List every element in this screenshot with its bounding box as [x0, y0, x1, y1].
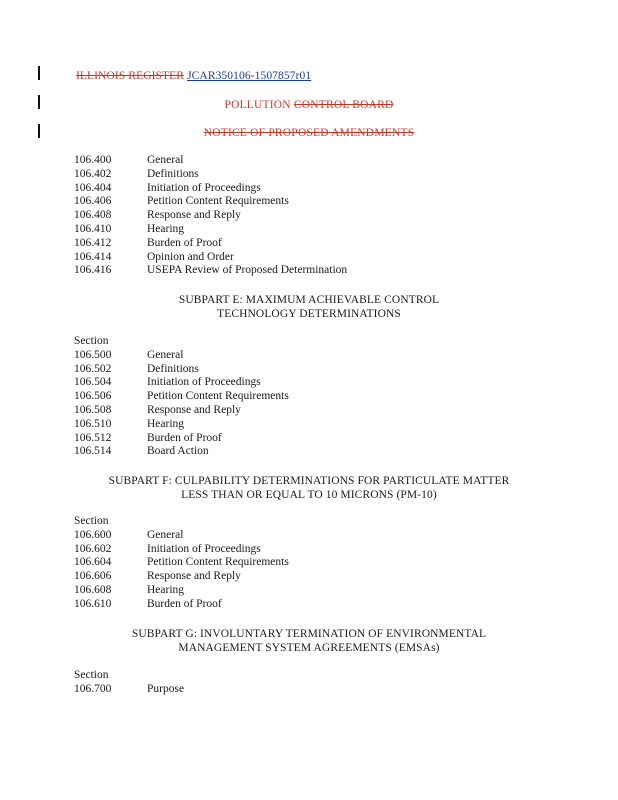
section-number: 106.404 — [74, 181, 112, 194]
subpart-f-heading — [0, 474, 618, 502]
register-title-struck: ILLINOIS REGISTER — [76, 70, 185, 82]
section-title: Burden of Proof — [147, 597, 222, 610]
section-title: Response and Reply — [147, 570, 241, 583]
subpart-e-heading — [0, 293, 618, 321]
toc-row — [74, 418, 289, 432]
section-number: 106.402 — [74, 167, 112, 180]
section-title: Hearing — [147, 222, 185, 235]
toc-row — [74, 237, 347, 251]
subpart-f-section-list — [74, 515, 289, 612]
toc-row — [74, 195, 347, 209]
section-number: 106.416 — [74, 264, 112, 277]
section-number: 106.604 — [74, 556, 112, 569]
subpart-e-section-list — [74, 335, 289, 459]
section-title: Burden of Proof — [147, 431, 222, 444]
section-title: Hearing — [147, 417, 185, 430]
section-number: 106.514 — [74, 445, 112, 458]
section-number: 106.508 — [74, 403, 112, 416]
section-title: USEPA Review of Proposed Determination — [147, 264, 348, 277]
change-bar — [38, 66, 40, 80]
section-title: General — [147, 348, 184, 361]
toc-row — [74, 529, 289, 543]
toc-row — [74, 264, 347, 278]
section-title: Board Action — [147, 445, 209, 458]
section-number: 106.500 — [74, 348, 112, 361]
section-number: 106.504 — [74, 376, 112, 389]
toc-row — [74, 556, 289, 570]
section-label: Section — [74, 335, 109, 347]
section-number: 106.608 — [74, 583, 112, 596]
subpart-d-section-list — [74, 154, 347, 278]
section-number: 106.510 — [74, 417, 112, 430]
toc-row — [74, 182, 347, 196]
section-title: Burden of Proof — [147, 236, 222, 249]
board-heading — [0, 99, 618, 111]
section-title: Petition Content Requirements — [147, 390, 289, 403]
toc-row — [74, 154, 347, 168]
toc-row — [74, 404, 289, 418]
section-label: Section — [74, 669, 109, 681]
toc-row — [74, 445, 289, 459]
section-title: Response and Reply — [147, 209, 241, 222]
toc-row — [74, 584, 289, 598]
toc-row — [74, 432, 289, 446]
section-title: Petition Content Requirements — [147, 556, 289, 569]
section-label: Section — [74, 515, 109, 527]
section-number: 106.600 — [74, 528, 112, 541]
section-title: Initiation of Proceedings — [147, 376, 261, 389]
toc-row — [74, 251, 347, 265]
toc-row — [74, 168, 347, 182]
section-number: 106.410 — [74, 222, 112, 235]
section-title: Initiation of Proceedings — [147, 181, 261, 194]
section-title: Petition Content Requirements — [147, 195, 289, 208]
section-title: Purpose — [147, 682, 185, 695]
jcar-code-inserted: JCAR350106-1507857r01 — [187, 70, 312, 82]
toc-row — [74, 223, 347, 237]
board-heading-text: POLLUTION — [224, 99, 291, 111]
section-title: Definitions — [147, 362, 199, 375]
subpart-f-heading-line2: LESS THAN OR EQUAL TO 10 MICRONS (PM-10) — [181, 489, 437, 501]
toc-row — [74, 543, 289, 557]
section-number: 106.602 — [74, 542, 112, 555]
toc-row — [74, 390, 289, 404]
toc-row — [74, 376, 289, 390]
section-number: 106.506 — [74, 390, 112, 403]
section-title: Initiation of Proceedings — [147, 542, 261, 555]
toc-row — [74, 598, 289, 612]
toc-row — [74, 570, 289, 584]
subpart-g-heading-line1: SUBPART G: INVOLUNTARY TERMINATION OF ENVIRONMENTAL — [131, 628, 487, 640]
section-number: 106.412 — [74, 236, 112, 249]
toc-row — [74, 209, 347, 223]
notice-heading-struck: NOTICE OF PROPOSED AMENDMENTS — [203, 127, 415, 139]
subpart-e-heading-line2: TECHNOLOGY DETERMINATIONS — [217, 308, 401, 320]
toc-row — [74, 363, 289, 377]
section-title: General — [147, 154, 184, 166]
section-number: 106.502 — [74, 362, 112, 375]
section-number: 106.414 — [74, 250, 112, 263]
subpart-g-section-list — [74, 669, 184, 697]
toc-row — [74, 349, 289, 363]
notice-heading — [0, 127, 618, 139]
section-number: 106.408 — [74, 209, 112, 222]
section-title: Definitions — [147, 167, 199, 180]
register-header — [76, 70, 311, 82]
section-title: Response and Reply — [147, 403, 241, 416]
section-title: Hearing — [147, 583, 185, 596]
section-title: Opinion and Order — [147, 250, 234, 263]
subpart-f-heading-line1: SUBPART F: CULPABILITY DETERMINATIONS FOR PARTICULATE MATTER — [108, 475, 510, 487]
section-number: 106.512 — [74, 431, 112, 444]
section-number: 106.610 — [74, 597, 112, 610]
toc-row — [74, 683, 184, 697]
section-number: 106.700 — [74, 682, 112, 695]
subpart-g-heading — [0, 627, 618, 655]
section-number: 106.406 — [74, 195, 112, 208]
section-number: 106.400 — [74, 154, 112, 166]
section-title: General — [147, 528, 184, 541]
board-heading-struck: CONTROL BOARD — [293, 99, 394, 111]
section-number: 106.606 — [74, 570, 112, 583]
subpart-e-heading-line1: SUBPART E: MAXIMUM ACHIEVABLE CONTROL — [178, 294, 440, 306]
subpart-g-heading-line2: MANAGEMENT SYSTEM AGREEMENTS (EMSAs) — [178, 642, 440, 654]
